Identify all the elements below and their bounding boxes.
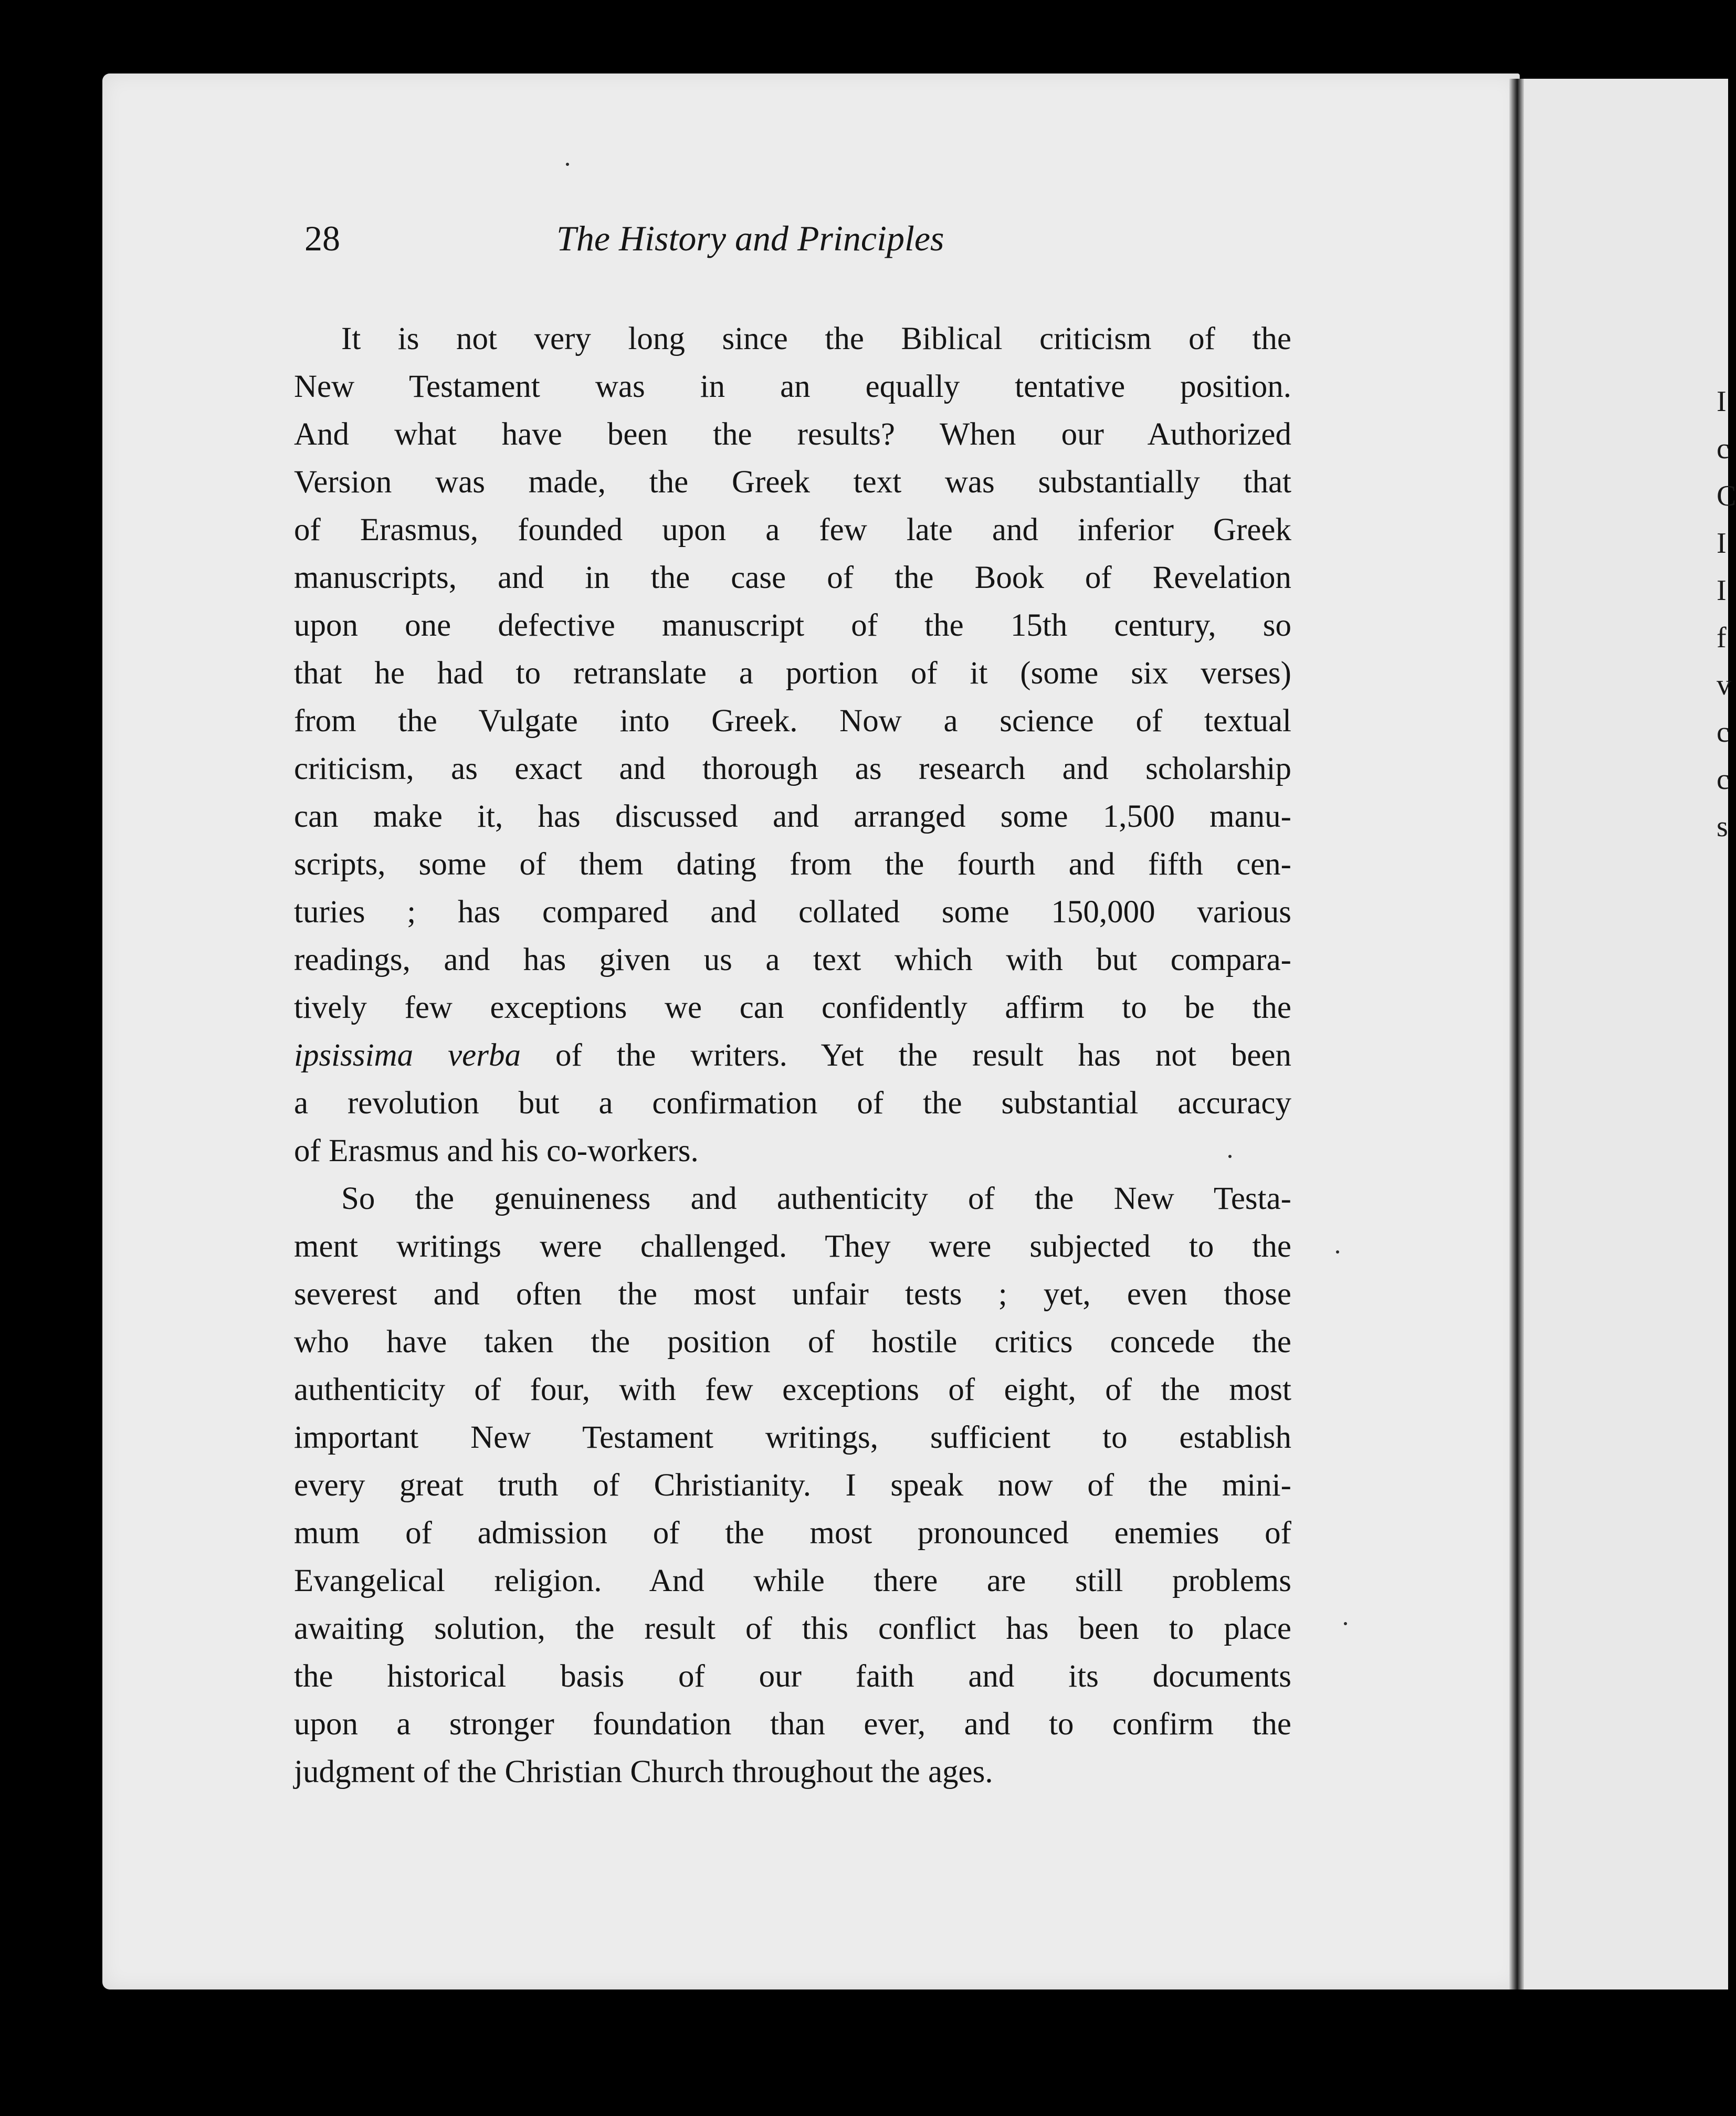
right-page-text-fragments bbox=[1717, 378, 1736, 850]
right-page-edge bbox=[1524, 79, 1736, 1989]
fragment: C bbox=[1717, 480, 1736, 512]
italic-phrase: ipsissima verba bbox=[294, 1038, 521, 1073]
text-line: Evangelical religion. And while there are still problems bbox=[294, 1563, 1291, 1598]
text-line: Version was made, the Greek text was substantially that bbox=[294, 465, 1291, 500]
fragment: s bbox=[1717, 810, 1728, 843]
text-line: awaiting solution, the result of this conflict has been to place bbox=[294, 1611, 1291, 1646]
text-line: scripts, some of them dating from the fourth and fifth cen- bbox=[294, 847, 1291, 882]
text-line: upon one defective manuscript of the 15th century, so bbox=[294, 608, 1291, 643]
fragment: v bbox=[1717, 669, 1731, 701]
running-title: The History and Principles bbox=[556, 218, 944, 258]
text-line: judgment of the Christian Church throughout the ages. bbox=[294, 1754, 993, 1789]
text-line: ment writings were challenged. They were subjected to the bbox=[294, 1229, 1291, 1264]
running-head bbox=[304, 218, 1060, 265]
text-line: can make it, has discussed and arranged some 1,500 manu- bbox=[294, 799, 1291, 834]
scan-speck bbox=[1228, 1155, 1232, 1158]
text-line: the historical basis of our faith and its documents bbox=[294, 1659, 1291, 1694]
text-line: So the genuineness and authenticity of the New Testa- bbox=[341, 1181, 1291, 1216]
text-line: severest and often the most unfair tests ; yet, even those bbox=[294, 1277, 1291, 1312]
text-line: authenticity of four, with few exceptions of eight, of the most bbox=[294, 1372, 1291, 1407]
text-line: upon a stronger foundation than ever, and to confirm the bbox=[294, 1707, 1291, 1742]
fragment: I bbox=[1717, 574, 1727, 607]
text-line: It is not very long since the Biblical criticism of the bbox=[341, 321, 1291, 356]
scan-speck bbox=[566, 163, 569, 166]
text-line: from the Vulgate into Greek. Now a science of textual bbox=[294, 703, 1291, 739]
text-line: tively few exceptions we can confidently affirm to be the bbox=[294, 990, 1291, 1025]
text-line: readings, and has given us a text which with but compara- bbox=[294, 942, 1291, 977]
fragment: c bbox=[1717, 763, 1730, 796]
text-line: New Testament was in an equally tentative position. bbox=[294, 369, 1291, 404]
text-line: every great truth of Christianity. I speak now of the mini- bbox=[294, 1468, 1291, 1503]
text-line: criticism, as exact and thorough as research and scholarship bbox=[294, 751, 1291, 786]
body-text bbox=[294, 315, 1291, 1796]
text-line: mum of admission of the most pronounced enemies of bbox=[294, 1515, 1291, 1551]
fragment: c bbox=[1717, 433, 1730, 465]
fragment: I bbox=[1717, 385, 1727, 418]
scan-speck bbox=[1344, 1622, 1347, 1625]
text-line: important New Testament writings, sufficient to establish bbox=[294, 1420, 1291, 1455]
scan-speck bbox=[1336, 1250, 1339, 1254]
text-span: of the writers. Yet the result has not been bbox=[521, 1038, 1292, 1073]
text-line: of Erasmus and his co-workers. bbox=[294, 1133, 699, 1168]
page-number: 28 bbox=[304, 218, 340, 258]
text-line: And what have been the results? When our Authorized bbox=[294, 417, 1291, 452]
text-line: a revolution but a confirmation of the substantial accuracy bbox=[294, 1086, 1291, 1121]
text-line: manuscripts, and in the case of the Book of Revelation bbox=[294, 560, 1291, 595]
text-line: of Erasmus, founded upon a few late and inferior Greek bbox=[294, 512, 1291, 548]
text-line: turies ; has compared and collated some 150,000 various bbox=[294, 894, 1291, 930]
text-line: who have taken the position of hostile critics concede the bbox=[294, 1324, 1291, 1360]
text-line: that he had to retranslate a portion of it (some six verses) bbox=[294, 656, 1291, 691]
fragment: I bbox=[1717, 527, 1727, 560]
fragment: f bbox=[1717, 622, 1727, 654]
fragment: c bbox=[1717, 716, 1730, 749]
text-line bbox=[294, 1031, 1291, 1079]
book-gutter bbox=[1509, 79, 1524, 1989]
